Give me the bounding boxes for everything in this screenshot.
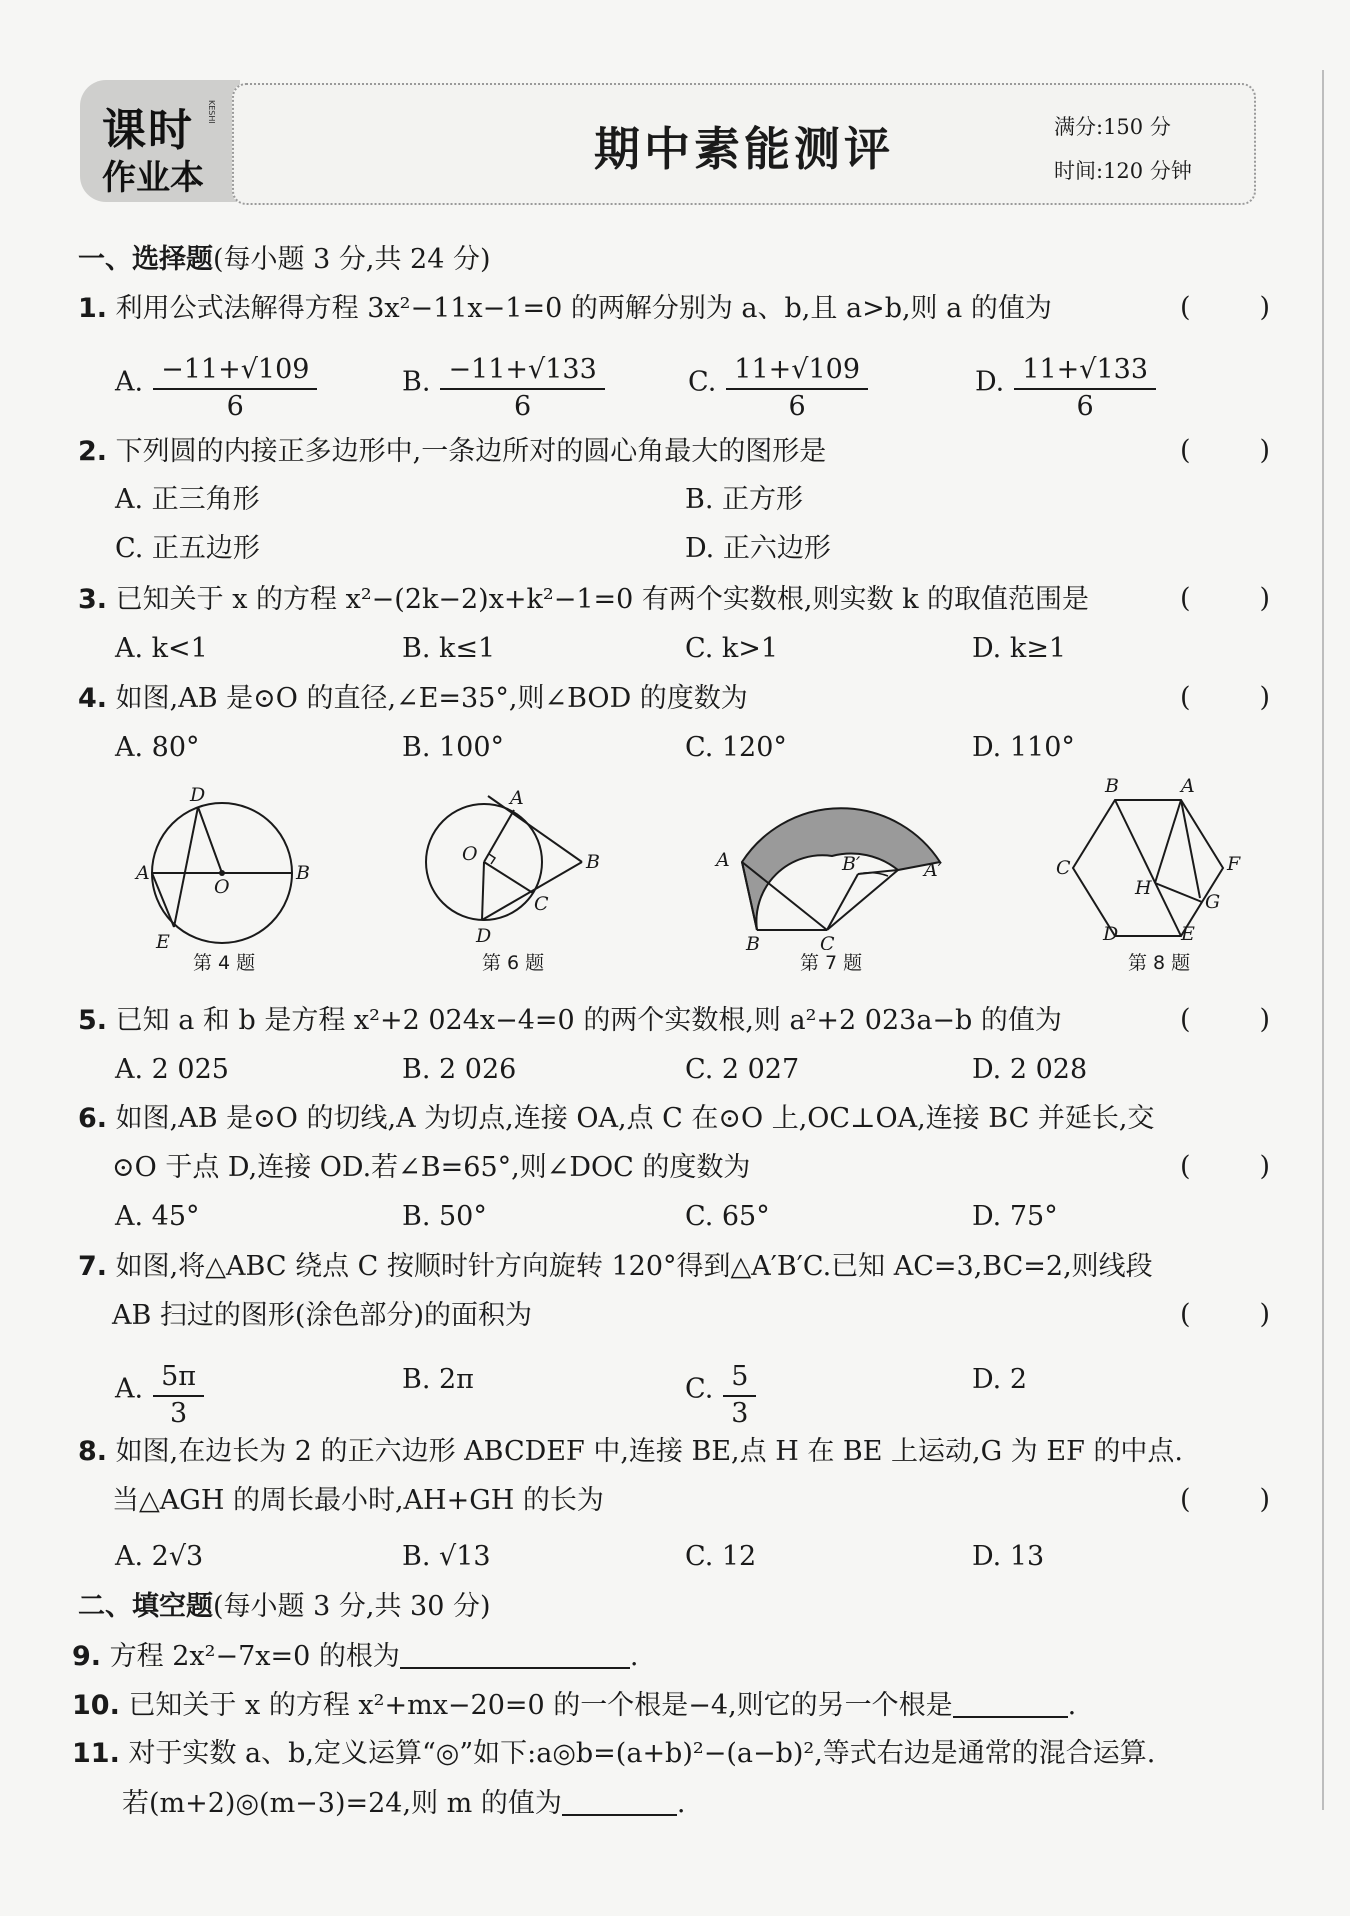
q4-option-d[interactable]: D. 110° xyxy=(972,732,1075,763)
full-score: 满分:150 分 xyxy=(1054,115,1171,139)
q2-stem: 下列圆的内接正多边形中,一条边所对的圆心角最大的图形是 xyxy=(115,436,827,467)
q5-answer-paren[interactable]: ( ) xyxy=(1180,1004,1270,1035)
f8-label-g: G xyxy=(1205,891,1221,913)
q1-b-fraction: $\frac{-11+√133}{6}$ xyxy=(440,354,604,424)
q8-option-d[interactable]: D. 13 xyxy=(972,1541,1045,1572)
q1-option-b[interactable]: B. $\frac{-11+√133}{6}$ xyxy=(402,348,605,418)
q5-option-c[interactable]: C. 2 027 xyxy=(685,1054,800,1085)
q3-number: 3. xyxy=(78,584,108,615)
section-1-heading xyxy=(78,243,491,277)
q1-number: 1. xyxy=(78,293,108,324)
section-1-note: (每小题 3 分,共 24 分) xyxy=(213,244,491,275)
f4-label-d: D xyxy=(190,785,206,806)
figure-q7 xyxy=(710,790,960,950)
q9-stem: 方程 2x²−7x=0 的根为 xyxy=(109,1641,400,1672)
page-title: 期中素能测评 xyxy=(594,122,894,176)
f4-label-e: E xyxy=(156,931,170,953)
q8-option-c[interactable]: C. 12 xyxy=(685,1541,757,1572)
q11-stem-line1: 对于实数 a、b,定义运算“◎”如下:a◎b=(a+b)²−(a−b)²,等式右边是通常的混合运算. xyxy=(128,1738,1156,1769)
q7-a-fraction: $\frac{5\pi}{3}$ xyxy=(153,1361,204,1431)
f6-label-b: B xyxy=(586,851,600,873)
q10-answer-blank[interactable] xyxy=(953,1688,1068,1718)
q3-option-c[interactable]: C. k>1 xyxy=(685,633,779,664)
f4-label-o: O xyxy=(214,876,230,898)
q6-option-c[interactable]: C. 65° xyxy=(685,1201,770,1232)
q5-option-a[interactable]: A. 2 025 xyxy=(115,1054,229,1085)
section-2-title: 二、填空题 xyxy=(78,1591,213,1622)
q7-stem-line1: 如图,将△ABC 绕点 C 按顺时针方向旋转 120°得到△A′B′C.已知 AC=3,BC=2,则线段 xyxy=(115,1251,1153,1282)
q7-number: 7. xyxy=(78,1251,108,1282)
q4-stem: 如图,AB 是⊙O 的直径,∠E=35°,则∠BOD 的度数为 xyxy=(115,683,748,714)
q3-stem-row xyxy=(78,583,1089,617)
f8-label-b: B xyxy=(1105,778,1119,797)
q2-option-a[interactable]: A. 正三角形 xyxy=(115,484,260,515)
q2-option-d[interactable]: D. 正六边形 xyxy=(685,533,831,564)
margin-rule xyxy=(1322,70,1324,1810)
f7-label-a: A xyxy=(716,849,730,871)
q3-stem: 已知关于 x 的方程 x²−(2k−2)x+k²−1=0 有两个实数根,则实数 k 的取值范围是 xyxy=(115,584,1090,615)
q5-stem-row xyxy=(78,1004,1062,1038)
q6-option-d[interactable]: D. 75° xyxy=(972,1201,1058,1232)
section-1-title: 一、选择题 xyxy=(78,244,213,275)
q8-answer-paren[interactable]: ( ) xyxy=(1180,1484,1270,1515)
f8-label-c: C xyxy=(1056,857,1071,879)
q4-stem-row xyxy=(78,682,748,716)
q2-answer-paren[interactable]: ( ) xyxy=(1180,435,1270,466)
q4-option-b[interactable]: B. 100° xyxy=(402,732,505,763)
q11-number: 11. xyxy=(72,1738,120,1769)
f6-label-a: A xyxy=(510,790,524,809)
q2-stem-row xyxy=(78,435,826,469)
q10-row: 10. 已知关于 x 的方程 x²+mx−20=0 的一个根是−4,则它的另一个根是 . xyxy=(72,1690,1077,1721)
q4-option-c[interactable]: C. 120° xyxy=(685,732,787,763)
f7-label-b: B xyxy=(746,933,760,950)
q7-stem-line2: AB 扫过的图形(涂色部分)的面积为 xyxy=(112,1300,532,1331)
q7-stem-row xyxy=(78,1250,1153,1284)
q4-number: 4. xyxy=(78,683,108,714)
figure-q8 xyxy=(1055,778,1255,948)
q1-option-d[interactable]: D. $\frac{11+√133}{6}$ xyxy=(975,348,1156,418)
q10-stem: 已知关于 x 的方程 x²+mx−20=0 的一个根是−4,则它的另一个根是 xyxy=(128,1690,953,1721)
q2-number: 2. xyxy=(78,436,108,467)
q1-stem: 利用公式法解得方程 3x²−11x−1=0 的两解分别为 a、b,且 a>b,则 a 的值为 xyxy=(115,293,1052,324)
f8-label-f: F xyxy=(1227,853,1241,875)
q9-row: 9. 方程 2x²−7x=0 的根为 . xyxy=(72,1641,639,1672)
figure-q4 xyxy=(130,785,320,960)
q1-d-fraction: $\frac{11+√133}{6}$ xyxy=(1014,354,1156,424)
q3-answer-paren[interactable]: ( ) xyxy=(1180,583,1270,614)
q11-row xyxy=(72,1737,1155,1771)
q7-option-c[interactable]: C. $\frac{5}{3}$ xyxy=(685,1355,756,1425)
q3-option-d[interactable]: D. k≥1 xyxy=(972,633,1067,664)
brand-top-text: 课时 xyxy=(102,105,194,156)
caption-q4: 第 4 题 xyxy=(193,952,256,974)
f8-label-h: H xyxy=(1135,877,1152,899)
q4-answer-paren[interactable]: ( ) xyxy=(1180,682,1270,713)
q5-number: 5. xyxy=(78,1005,108,1036)
q7-option-b[interactable]: B. 2π xyxy=(402,1364,474,1395)
f8-label-d: D xyxy=(1103,923,1119,945)
q6-option-a[interactable]: A. 45° xyxy=(115,1201,200,1232)
f4-label-a: A xyxy=(136,862,150,884)
f7-label-c: C xyxy=(820,933,835,950)
q8-number: 8. xyxy=(78,1436,108,1467)
q11-stem-line2: 若(m+2)◎(m−3)=24,则 m 的值为 xyxy=(122,1788,562,1819)
q1-answer-paren[interactable]: ( ) xyxy=(1180,292,1270,323)
section-2-note: (每小题 3 分,共 30 分) xyxy=(213,1591,491,1622)
section-2-heading xyxy=(78,1590,491,1624)
q6-stem-line2: ⊙O 于点 D,连接 OD.若∠B=65°,则∠DOC 的度数为 xyxy=(112,1152,751,1183)
q8-option-a[interactable]: A. 2√3 xyxy=(115,1541,204,1572)
time-limit: 时间:120 分钟 xyxy=(1054,159,1192,183)
figure-q6 xyxy=(410,790,610,950)
q4-option-a[interactable]: A. 80° xyxy=(115,732,200,763)
caption-q7: 第 7 题 xyxy=(800,952,863,974)
q6-option-b[interactable]: B. 50° xyxy=(402,1201,487,1232)
q7-option-d[interactable]: D. 2 xyxy=(972,1364,1028,1395)
q10-number: 10. xyxy=(72,1690,120,1721)
f6-label-c: C xyxy=(534,893,549,915)
f4-label-b: B xyxy=(296,862,310,884)
caption-q6: 第 6 题 xyxy=(482,952,545,974)
q6-number: 6. xyxy=(78,1103,108,1134)
caption-q8: 第 8 题 xyxy=(1128,952,1191,974)
q8-option-b[interactable]: B. √13 xyxy=(402,1541,491,1572)
q8-stem-row xyxy=(78,1435,1183,1469)
q1-option-a[interactable]: A. $\frac{-11+√109}{6}$ xyxy=(115,348,317,418)
brand-logo xyxy=(80,80,240,202)
f6-label-d: D xyxy=(476,925,492,947)
q2-option-c[interactable]: C. 正五边形 xyxy=(115,533,260,564)
q3-option-b[interactable]: B. k≤1 xyxy=(402,633,496,664)
brand-pinyin: KESHI xyxy=(207,100,216,124)
q6-answer-paren[interactable]: ( ) xyxy=(1180,1151,1270,1182)
q7-answer-paren[interactable]: ( ) xyxy=(1180,1299,1270,1330)
q5-option-d[interactable]: D. 2 028 xyxy=(972,1054,1088,1085)
q6-stem-row xyxy=(78,1102,1154,1136)
q9-number: 9. xyxy=(72,1641,102,1672)
q7-c-fraction: $\frac{5}{3}$ xyxy=(723,1361,756,1431)
q3-option-a[interactable]: A. k<1 xyxy=(115,633,208,664)
q1-option-c[interactable]: C. $\frac{11+√109}{6}$ xyxy=(688,348,868,418)
q8-stem-line2: 当△AGH 的周长最小时,AH+GH 的长为 xyxy=(112,1485,604,1516)
q5-option-b[interactable]: B. 2 026 xyxy=(402,1054,517,1085)
q7-option-a[interactable]: A. $\frac{5\pi}{3}$ xyxy=(115,1355,204,1425)
q1-c-fraction: $\frac{11+√109}{6}$ xyxy=(726,354,868,424)
header-box xyxy=(232,83,1256,205)
f7-label-a1: A′ xyxy=(924,859,943,881)
q1-stem-row xyxy=(78,292,1052,326)
q5-stem: 已知 a 和 b 是方程 x²+2 024x−4=0 的两个实数根,则 a²+2 023a−b 的值为 xyxy=(115,1005,1062,1036)
q2-option-b[interactable]: B. 正方形 xyxy=(685,484,804,515)
q6-stem-line1: 如图,AB 是⊙O 的切线,A 为切点,连接 OA,点 C 在⊙O 上,OC⊥OA,连接 BC 并延长,交 xyxy=(115,1103,1155,1134)
f8-label-e: E xyxy=(1181,923,1195,945)
q8-stem-line1: 如图,在边长为 2 的正六边形 ABCDEF 中,连接 BE,点 H 在 BE 上运动,G 为 EF 的中点. xyxy=(115,1436,1183,1467)
q1-a-fraction: $\frac{-11+√109}{6}$ xyxy=(153,354,317,424)
q9-answer-blank[interactable] xyxy=(400,1639,630,1669)
f6-label-o: O xyxy=(462,843,478,865)
q11-row2: 若(m+2)◎(m−3)=24,则 m 的值为 . xyxy=(122,1788,686,1819)
q11-answer-blank[interactable] xyxy=(562,1786,677,1816)
brand-bottom-text: 作业本 xyxy=(102,158,204,198)
f7-label-b1: B′ xyxy=(842,853,861,875)
f8-label-a: A xyxy=(1181,778,1195,797)
